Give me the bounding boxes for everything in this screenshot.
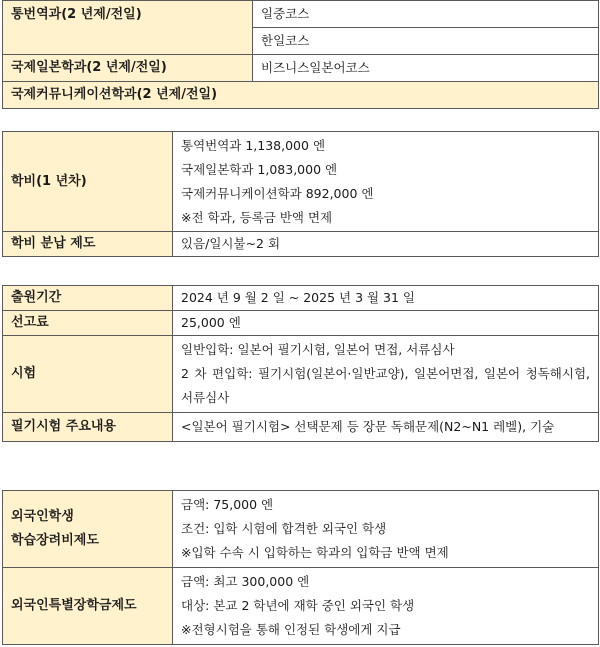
table-row (3, 336, 599, 413)
scholarship-table (2, 490, 599, 645)
label-line: 학습장려비제도 (11, 533, 99, 548)
tuition-line: 국제커뮤니케이션학과 892,000 엔 (181, 186, 374, 201)
course-cell: 한일코스 (253, 28, 599, 55)
table-row (3, 286, 599, 311)
scholarship-amount: 금액: 최고 300,000 엔 (181, 574, 310, 589)
scholarship-note: ※전형시험을 통해 인정된 학생에게 지급 (181, 622, 401, 637)
label-line: 외국인학생 (11, 509, 74, 524)
foreign-student-scholarship-label (3, 491, 173, 568)
application-period-label: 출원기간 (3, 286, 173, 311)
admission-table (2, 285, 599, 442)
scholarship-amount: 금액: 75,000 엔 (181, 497, 274, 512)
tuition-table (2, 131, 599, 257)
department-label-international-japanese: 국제일본학과(2 년제/전일) (3, 55, 253, 82)
exam-label: 시험 (3, 336, 173, 413)
table-row (3, 1, 599, 28)
scholarship-condition: 조건: 입학 시험에 합격한 외국인 학생 (181, 521, 387, 536)
exam-line-general: 일반입학: 일본어 필기시험, 일본어 면접, 서류심사 (181, 342, 455, 357)
table-row (3, 491, 599, 568)
foreign-student-scholarship-values (173, 491, 599, 568)
table-row (3, 82, 599, 109)
written-exam-label: 필기시험 주요내용 (3, 413, 173, 442)
exam-values (173, 336, 599, 413)
table-row (3, 132, 599, 232)
table-row (3, 55, 599, 82)
screening-fee-value: 25,000 엔 (173, 311, 599, 336)
application-period-value: 2024 년 9 월 2 일 ~ 2025 년 3 월 31 일 (173, 286, 599, 311)
table-row (3, 232, 599, 257)
special-scholarship-values (173, 568, 599, 645)
table-row (3, 311, 599, 336)
table-row (3, 413, 599, 442)
departments-table (2, 0, 599, 109)
course-cell: 일중코스 (253, 1, 599, 28)
table-row (3, 568, 599, 645)
tuition-label: 학비(1 년차) (3, 132, 173, 232)
tuition-line: 국제일본학과 1,083,000 엔 (181, 162, 338, 177)
department-label-interpretation: 통번역과(2 년제/전일) (3, 1, 253, 55)
exam-line-transfer: 2 차 편입학: 필기시험(일본어·일반교양), 일본어면접, 일본어 청독해시험, 서류심사 (181, 366, 590, 405)
screening-fee-label: 선고료 (3, 311, 173, 336)
tuition-line: 통역번역과 1,138,000 엔 (181, 138, 326, 153)
installment-label: 학비 분납 제도 (3, 232, 173, 257)
special-scholarship-label: 외국인특별장학금제도 (3, 568, 173, 645)
department-label-international-communication: 국제커뮤니케이션학과(2 년제/전일) (3, 82, 599, 109)
course-cell: 비즈니스일본어코스 (253, 55, 599, 82)
written-exam-value: <일본어 필기시험> 선택문제 등 장문 독해문제(N2~N1 레벨), 기술 (173, 413, 599, 442)
scholarship-note: ※입학 수속 시 입학하는 학과의 입학금 반액 면제 (181, 545, 449, 560)
scholarship-eligibility: 대상: 본교 2 학년에 재학 중인 외국인 학생 (181, 598, 415, 613)
tuition-note: ※전 학과, 등록금 반액 면제 (181, 210, 333, 225)
installment-value: 있음/일시불~2 회 (173, 232, 599, 257)
tuition-values (173, 132, 599, 232)
